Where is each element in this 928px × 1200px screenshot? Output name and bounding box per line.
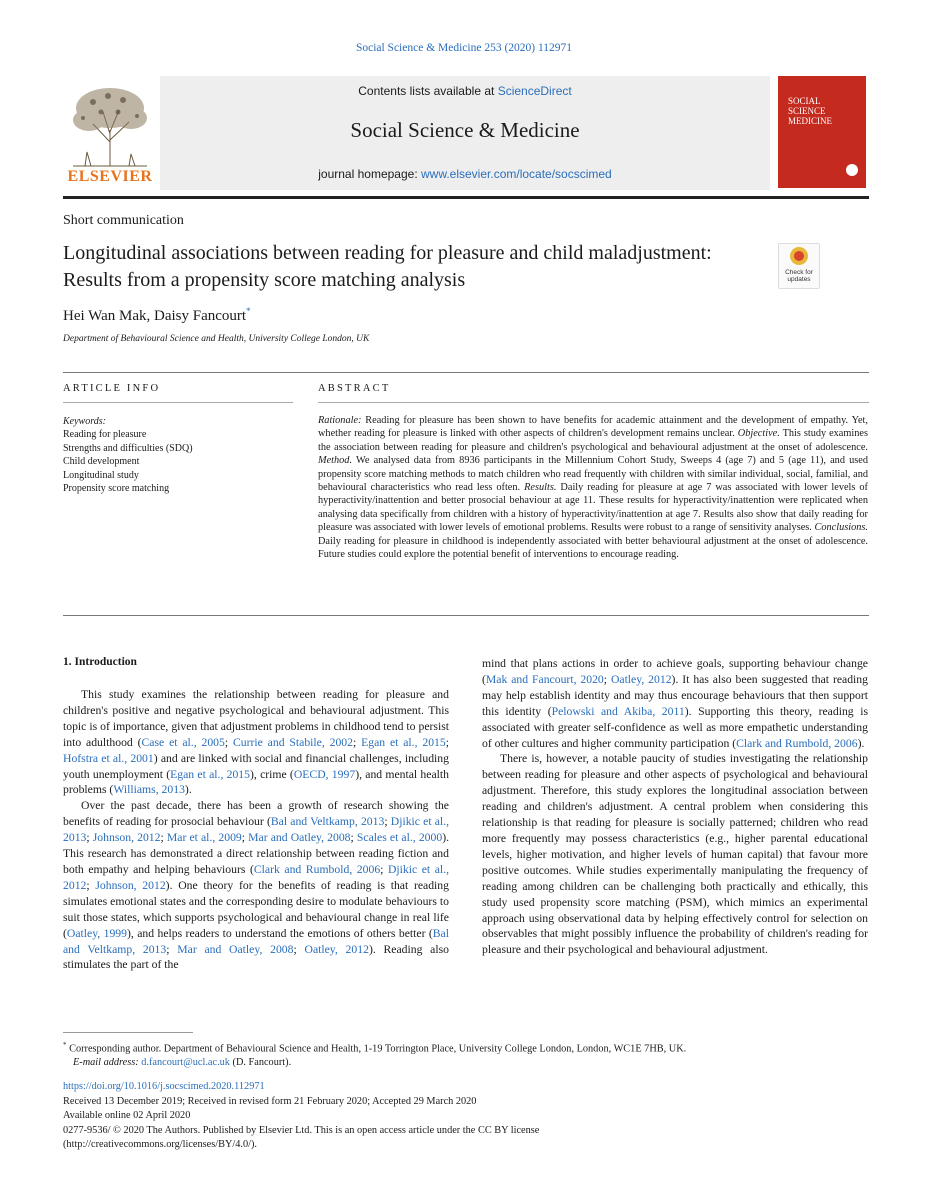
citation-link[interactable]: Currie and Stabile, 2002 bbox=[232, 735, 353, 749]
homepage-prefix: journal homepage: bbox=[318, 167, 418, 181]
check-updates-icon bbox=[790, 247, 808, 265]
header-rule bbox=[63, 196, 869, 199]
paragraph-text: ). This research has demonstrated a direct relationship between reading fiction and both empathy and helping behaviours ( bbox=[63, 831, 450, 876]
paragraph-text: ; bbox=[380, 862, 388, 876]
citation-link[interactable]: Egan et al., 2015 bbox=[361, 735, 446, 749]
intro-left-column bbox=[63, 687, 449, 973]
doi-link[interactable]: https://doi.org/10.1016/j.socscimed.2020.112971 bbox=[63, 1081, 265, 1092]
citation-link[interactable]: Bal and Veltkamp, 2013 bbox=[63, 926, 449, 956]
abstract-rationale-label: Rationale: bbox=[318, 415, 362, 426]
intro-paragraph bbox=[63, 798, 449, 973]
check-for-updates-button[interactable] bbox=[778, 243, 820, 289]
journal-homepage-link[interactable]: www.elsevier.com/locate/socscimed bbox=[421, 167, 612, 181]
citation-link[interactable]: Johnson, 2012 bbox=[95, 878, 166, 892]
paragraph-text: ; bbox=[224, 735, 233, 749]
paragraph-text: ; bbox=[353, 735, 362, 749]
paper-title: Longitudinal associations between reading for pleasure and child maladjustment: Results from a propensity score matching analysis bbox=[63, 242, 712, 291]
abstract-heading: ABSTRACT bbox=[318, 383, 391, 394]
journal-citation-link[interactable]: Social Science & Medicine 253 (2020) 112971 bbox=[355, 42, 573, 54]
online-date: Available online 02 April 2020 bbox=[63, 1110, 191, 1121]
footnote-corresponding: Corresponding author. Department of Behavioural Science and Health, 1-19 Torrington Place, University College London, London, WC1E 7HB, UK. bbox=[66, 1043, 687, 1055]
paragraph-text: ). bbox=[857, 736, 865, 750]
paragraph-text: ; bbox=[241, 831, 249, 845]
paragraph-text: ; bbox=[166, 942, 178, 956]
citation-link[interactable]: Mar et al., 2009 bbox=[166, 831, 242, 845]
paragraph-text: ). One theory for the benefits of reading is that reading simulates emotional states and the corresponding desire to modulate behaviours to suit those states, which supports psychological and behavioural change in real life ( bbox=[63, 878, 449, 940]
abstract-conclusions: Daily reading for pleasure in childhood is independently associated with better behavioural adjustment at the onset of adolescence. Future studies could explore the potential benefit of interventions to encourage reading. bbox=[318, 535, 868, 561]
section-top-rule bbox=[63, 372, 869, 373]
citation-link[interactable]: Williams, 2013 bbox=[113, 783, 185, 797]
paragraph-text: ). It has also been suggested that reading may help establish identity and may thus encourage behaviours that then support this identity ( bbox=[482, 672, 868, 718]
paragraph-text: ; bbox=[293, 942, 305, 956]
keyword-item: Longitudinal study bbox=[63, 469, 139, 481]
abstract-objective: This study examines the association between reading for pleasure and children's psychological and behavioural adjustment at the onset of adolescence. bbox=[318, 428, 868, 453]
article-info-rule bbox=[63, 402, 293, 403]
keyword-item: Propensity score matching bbox=[63, 483, 170, 495]
paragraph-text: ; bbox=[86, 878, 96, 892]
intro-paragraph bbox=[482, 656, 868, 751]
intro-paragraph bbox=[482, 751, 868, 958]
sciencedirect-link[interactable]: ScienceDirect bbox=[497, 84, 572, 98]
citation-link[interactable]: Bal and Veltkamp, 2013 bbox=[270, 815, 385, 829]
received-dates: Received 13 December 2019; Received in revised form 21 February 2020; Accepted 29 March 2020 bbox=[63, 1095, 477, 1107]
keyword-item: Child development bbox=[63, 456, 140, 468]
citation-link[interactable]: Oatley, 2012 bbox=[304, 942, 369, 956]
paragraph-text: ). Supporting this theory, reading is associated with greater self-confidence as well as more empathetic understanding of other cultures and higher community participation ( bbox=[482, 704, 868, 750]
check-updates-label: Check for updates bbox=[785, 269, 813, 283]
paragraph-text: ) and are linked with social and financial challenges, including youth unemployment ( bbox=[63, 751, 449, 781]
section-bottom-rule bbox=[63, 615, 869, 616]
abstract-objective-label: Objective. bbox=[734, 428, 780, 440]
citation-link[interactable]: Mar and Oatley, 2008 bbox=[177, 942, 294, 956]
paragraph-text: This study examines the relationship between reading for pleasure and children's positive and negative psychological and behavioural adjustment. This topic is of importance, given that adjustment problems in childhood tend to persist into adulthood ( bbox=[63, 688, 449, 749]
corresponding-author-mark[interactable]: * bbox=[246, 306, 251, 316]
keyword-item: Reading for pleasure bbox=[63, 429, 147, 441]
citation-link[interactable]: Mak and Fancourt, 2020 bbox=[485, 672, 604, 686]
paragraph-text: ). bbox=[184, 783, 192, 797]
citation-link[interactable]: Oatley, 1999 bbox=[66, 926, 127, 940]
paragraph-text: ; bbox=[603, 672, 611, 686]
citation-link[interactable]: Djikic et al., 2012 bbox=[63, 862, 449, 892]
intro-right-column bbox=[482, 656, 868, 958]
footnote-mark: * bbox=[63, 1041, 67, 1049]
citation-link[interactable]: Clark and Rumbold, 2006 bbox=[253, 862, 381, 876]
publication-info bbox=[63, 1080, 869, 1153]
intro-heading: 1. Introduction bbox=[63, 656, 137, 668]
abstract-results: Daily reading for pleasure at age 7 was associated with lower levels of hyperactivity/inattention and better prosocial behaviour at age 11. These results for hyperactivity/inattention were replicated when analysing data specifically from children with a history of hyperactivity/inattention at age 7. Results also show that daily reading for pleasure was associated with lower levels of emotional problems. Results were robust to a range of sensitivity analyses. bbox=[318, 482, 868, 534]
footnote bbox=[63, 1038, 869, 1070]
citation-link[interactable]: Hofstra et al., 2001 bbox=[63, 751, 154, 765]
citation-link[interactable]: Scales et al., 2000 bbox=[356, 831, 443, 845]
citation-link[interactable]: Mar and Oatley, 2008 bbox=[248, 831, 351, 845]
paragraph-text: ; bbox=[384, 815, 391, 829]
paragraph-text: ; bbox=[350, 831, 357, 845]
abstract-method-label: Method. bbox=[318, 455, 353, 467]
keyword-item: Strengths and difficulties (SDQ) bbox=[63, 442, 193, 454]
citation-link[interactable]: Egan et al., 2015 bbox=[170, 767, 250, 781]
paragraph-text: ; bbox=[445, 735, 449, 749]
citation-link[interactable]: Case et al., 2005 bbox=[141, 735, 225, 749]
abstract-results-label: Results. bbox=[520, 482, 557, 494]
contents-line bbox=[160, 84, 770, 98]
abstract-rationale: Reading for pleasure has been shown to have benefits for academic attainment and the development of empathy. Yet, whether reading for pleasure is linked with other aspects of children's development remains unclear. bbox=[318, 415, 868, 440]
paragraph-text: ). Reading also stimulates the part of the bbox=[63, 942, 450, 972]
keywords-block bbox=[63, 415, 293, 495]
cover-line-1: SOCIAL bbox=[788, 96, 821, 106]
citation-link[interactable]: Pelowski and Akiba, 2011 bbox=[551, 704, 685, 718]
email-label: E-mail address: bbox=[73, 1057, 139, 1069]
paragraph-text: ), crime ( bbox=[250, 767, 294, 781]
license-line: 0277-9536/ © 2020 The Authors. Published by Elsevier Ltd. This is an open access article under the CC BY license bbox=[63, 1124, 540, 1136]
abstract-method: We analysed data from 8936 participants in the Millennium Cohort Study, Sweeps 4 (age 7) and 5 (age 11), and used propensity score matching methods to match children who read frequently with children with similar individual, social, familial, and behavioural characteristics who read less often. bbox=[318, 455, 868, 494]
license-url[interactable]: (http://creativecommons.org/licenses/BY/4.0/). bbox=[63, 1139, 257, 1150]
citation-link[interactable]: Oatley, 2012 bbox=[610, 672, 672, 686]
contents-prefix: Contents lists available at bbox=[358, 84, 495, 98]
footnote-rule bbox=[63, 1032, 193, 1033]
citation-link[interactable]: OECD, 1997 bbox=[293, 767, 356, 781]
citation-link[interactable]: Johnson, 2012 bbox=[92, 831, 161, 845]
keywords-label: Keywords: bbox=[63, 416, 106, 427]
article-type: Short communication bbox=[63, 213, 184, 228]
abstract-body bbox=[318, 414, 868, 561]
abstract-rule bbox=[318, 402, 869, 403]
journal-homepage-line bbox=[160, 167, 770, 181]
paragraph-text: There is, however, a notable paucity of studies investigating the relationship between reading for pleasure and other aspects of psychological and behavioural adjustment. Therefore, this study explores the longitudinal association between reading and children's adjustment. A central problem when considering this relationship is that reading for pleasure is socially patterned; children who read more frequently may possess characteristics (e.g., higher parental educational levels, higher motivation, and higher levels of human capital) that favour more positive outcomes. While studies experimentally manipulating the frequency of reading among children can be challenging both practically and ethically, this study used propensity score matching (PSM), which mimics an experimental approach using observational data by helping effectively control for selection on observables that might possibly influence the probability of children's reading for pleasure and their psychological and behavioural adjustment. bbox=[482, 752, 868, 957]
intro-paragraph bbox=[63, 687, 449, 798]
article-info-heading: ARTICLE INFO bbox=[63, 383, 161, 394]
affiliation: Department of Behavioural Science and Health, University College London, UK bbox=[63, 334, 370, 344]
paragraph-text: mind that plans actions in order to achieve goals, supporting behaviour change ( bbox=[482, 657, 868, 686]
cover-badge-icon bbox=[846, 164, 858, 176]
cover-line-3: MEDICINE bbox=[788, 116, 832, 126]
cover-line-2: SCIENCE bbox=[788, 106, 826, 116]
paragraph-text: ; bbox=[86, 831, 93, 845]
elsevier-wordmark: ELSEVIER bbox=[67, 168, 153, 185]
email-link[interactable]: d.fancourt@ucl.ac.uk bbox=[141, 1057, 230, 1069]
author-list bbox=[63, 306, 251, 325]
journal-title: Social Science & Medicine bbox=[350, 118, 580, 142]
journal-cover bbox=[778, 76, 866, 188]
paragraph-text: ), and helps readers to understand the emotions of others better ( bbox=[127, 926, 433, 940]
citation-link[interactable]: Djikic et al., 2013 bbox=[63, 815, 450, 845]
email-suffix: (D. Fancourt). bbox=[229, 1057, 292, 1069]
authors-names: Hei Wan Mak, Daisy Fancourt bbox=[63, 308, 247, 324]
paragraph-text: Over the past decade, there has been a growth of research showing the benefits of reading for prosocial behaviour ( bbox=[63, 799, 449, 829]
citation-link[interactable]: Clark and Rumbold, 2006 bbox=[736, 736, 858, 750]
abstract-conclusions-label: Conclusions. bbox=[811, 522, 868, 534]
paragraph-text: ; bbox=[160, 831, 167, 845]
paragraph-text: ), and mental health problems ( bbox=[63, 767, 449, 797]
